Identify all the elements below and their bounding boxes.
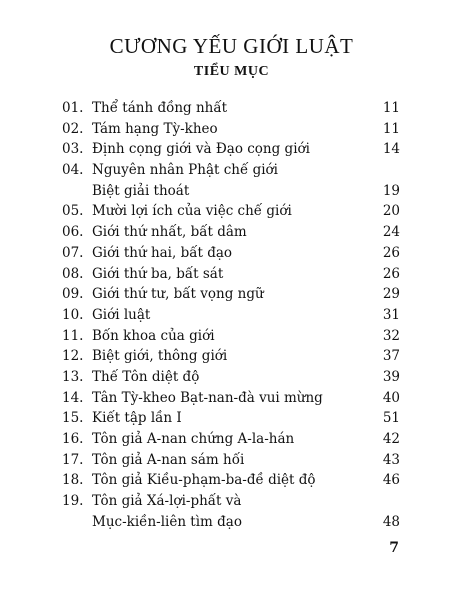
toc-entry-title: Thể tánh đồng nhất <box>92 100 228 116</box>
toc-entry <box>0 119 463 140</box>
toc-entry-title: Giới thứ ba, bất sát <box>92 265 224 282</box>
page-title: CƯƠNG YẾU GIỚI LUẬT <box>109 34 354 58</box>
toc-entry <box>0 408 463 429</box>
toc-entry-title: Tám hạng Tỳ-kheo <box>92 120 218 137</box>
toc-entry-title: Tôn giả Xá-lợi-phất và <box>92 493 242 510</box>
toc-entry-page: 24 <box>382 224 400 241</box>
toc-entry-number: 18. <box>62 472 84 489</box>
toc-entry <box>0 98 463 119</box>
page-number: 7 <box>389 540 399 556</box>
toc-entry-title: Giới luật <box>92 306 151 323</box>
toc-entry-title: Định cọng giới và Đạo cọng giới <box>92 141 310 158</box>
toc-entry-number: 13. <box>62 368 84 385</box>
toc-entry-number: 09. <box>62 286 84 303</box>
toc-entry-page: 48 <box>382 513 400 530</box>
toc-entry-page: 20 <box>382 203 400 220</box>
toc-entry-title: Bốn khoa của giới <box>92 327 215 344</box>
toc-entry-page: 39 <box>382 368 400 385</box>
toc-entry-title: Kiết tập lần I <box>92 410 182 427</box>
toc-entry <box>0 491 463 512</box>
toc-entry-page: 31 <box>382 306 400 323</box>
toc-entry-title: Tôn giả A-nan sám hối <box>92 451 245 468</box>
toc-entry-page: 40 <box>382 389 400 406</box>
toc-entry-title: Tôn giả A-nan chứng A-la-hán <box>92 431 295 447</box>
toc-entry <box>0 450 463 471</box>
toc-entry-number: 14. <box>62 389 84 406</box>
toc-entry-title: Giới thứ nhất, bất dâm <box>92 224 247 241</box>
toc-entry <box>0 367 463 388</box>
toc-entry <box>0 512 463 533</box>
toc-entry-title: Tân Tỳ-kheo Bạt-nan-đà vui mừng <box>92 389 323 406</box>
toc-entry-page: 11 <box>382 120 400 137</box>
toc-entry-number: 19. <box>62 493 84 510</box>
toc-entry-number: 07. <box>62 244 84 261</box>
toc-entry-page: 37 <box>382 348 400 365</box>
toc-entry <box>0 243 463 264</box>
toc-entry-page: 51 <box>382 410 400 427</box>
toc-entry-page: 26 <box>382 244 400 261</box>
toc-entry <box>0 326 463 347</box>
toc-entry-number: 02. <box>62 120 84 137</box>
toc-entry <box>0 201 463 222</box>
toc-entry-number: 06. <box>62 224 84 241</box>
toc-entry-page: 11 <box>382 100 400 116</box>
toc-entry <box>0 388 463 409</box>
toc-entry-number: 10. <box>62 306 84 323</box>
page-subtitle: TIỂU MỤC <box>193 64 270 79</box>
toc-entry-number: 16. <box>62 431 84 447</box>
toc-entry <box>0 470 463 491</box>
toc-entry-number: 05. <box>62 203 84 220</box>
toc-entry-number: 15. <box>62 410 84 427</box>
toc-entry <box>0 429 463 450</box>
toc-entry-title: Mục-kiền-liên tìm đạo <box>92 513 242 530</box>
toc-entry-title: Tôn giả Kiều-phạm-ba-đề diệt độ <box>92 472 316 489</box>
toc-entry <box>0 346 463 367</box>
toc-entry-page: 29 <box>382 286 400 303</box>
toc-entry-number: 12. <box>62 348 84 365</box>
toc-entry-page: 42 <box>382 431 400 447</box>
toc-entry-number: 17. <box>62 451 84 468</box>
toc-entry-page: 43 <box>382 451 400 468</box>
toc-entry-page: 46 <box>382 472 400 489</box>
toc-entry <box>0 160 463 181</box>
toc-entry-page: 32 <box>382 327 400 344</box>
toc-entry-number: 03. <box>62 141 84 158</box>
toc-entry-title: Nguyên nhân Phật chế giới <box>92 162 278 179</box>
toc-entry-page: 14 <box>382 141 400 158</box>
toc-entry-title: Giới thứ tư, bất vọng ngữ <box>92 286 264 303</box>
toc-entry-title: Biệt giải thoát <box>92 182 190 199</box>
toc-entry-title: Biệt giới, thông giới <box>92 348 228 365</box>
toc-entry-number: 01. <box>62 100 84 116</box>
toc-entry-title: Thế Tôn diệt độ <box>92 368 200 385</box>
toc-entry <box>0 139 463 160</box>
toc-entry <box>0 284 463 305</box>
toc-entry <box>0 181 463 202</box>
toc-entry <box>0 264 463 285</box>
toc-entry <box>0 222 463 243</box>
toc-entry <box>0 305 463 326</box>
toc-entry-number: 11. <box>62 327 84 344</box>
table-of-contents <box>0 98 463 532</box>
toc-entry-number: 08. <box>62 265 84 282</box>
toc-entry-title: Giới thứ hai, bất đạo <box>92 244 233 261</box>
toc-entry-title: Mười lợi ích của việc chế giới <box>92 203 292 220</box>
toc-entry-page: 26 <box>382 265 400 282</box>
toc-entry-page: 19 <box>382 182 400 199</box>
toc-entry-number: 04. <box>62 162 84 179</box>
